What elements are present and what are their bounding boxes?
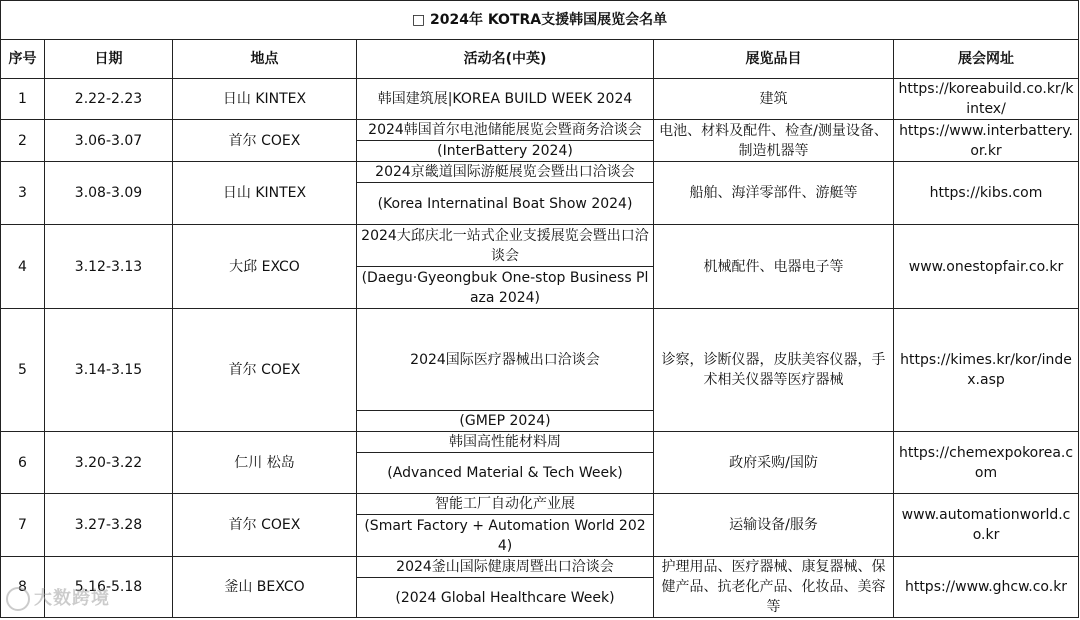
row-items: 机械配件、电器电子等	[654, 225, 894, 309]
header-items: 展览品目	[654, 40, 894, 79]
row-place: 首尔 COEX	[173, 309, 357, 432]
row-event-name-cn: 2024大邱庆北一站式企业支援展览会暨出口洽谈会	[357, 225, 654, 267]
row-event-name-en: (InterBattery 2024)	[357, 141, 654, 162]
header-row	[1, 40, 1079, 79]
table-row	[1, 162, 1079, 183]
header-url: 展会网址	[894, 40, 1079, 79]
row-items: 护理用品、医疗器械、康复器械、保健产品、抗老化产品、化妆品、美容等	[654, 557, 894, 618]
row-no: 3	[1, 162, 45, 225]
row-place: 首尔 COEX	[173, 494, 357, 557]
row-place: 日山 KINTEX	[173, 79, 357, 120]
row-no: 6	[1, 432, 45, 494]
header-event-name: 活动名(中英)	[357, 40, 654, 79]
row-date: 3.20-3.22	[45, 432, 173, 494]
row-event-name-en: (Korea Internatinal Boat Show 2024)	[357, 183, 654, 225]
table-row	[1, 557, 1079, 578]
row-no: 5	[1, 309, 45, 432]
row-date: 3.06-3.07	[45, 120, 173, 162]
row-date: 3.12-3.13	[45, 225, 173, 309]
row-event-name-cn: 2024国际医疗器械出口洽谈会	[357, 309, 654, 411]
row-event-name-cn: 2024京畿道国际游艇展览会暨出口洽谈会	[357, 162, 654, 183]
row-url[interactable]: https://koreabuild.co.kr/kintex/	[894, 79, 1079, 120]
row-url[interactable]: www.automationworld.co.kr	[894, 494, 1079, 557]
row-event-name-cn: 智能工厂自动化产业展	[357, 494, 654, 515]
row-items: 船舶、海洋零部件、游艇等	[654, 162, 894, 225]
row-date: 2.22-2.23	[45, 79, 173, 120]
row-date: 3.14-3.15	[45, 309, 173, 432]
row-date: 3.08-3.09	[45, 162, 173, 225]
table-title: □ 2024年 KOTRA支援韩国展览会名单	[1, 1, 1079, 40]
row-event-name-en: (GMEP 2024)	[357, 411, 654, 432]
row-items: 诊察，诊断仪器，皮肤美容仪器，手术相关仪器等医疗器械	[654, 309, 894, 432]
row-url[interactable]: https://www.interbattery.or.kr	[894, 120, 1079, 162]
row-url[interactable]: https://kibs.com	[894, 162, 1079, 225]
row-no: 8	[1, 557, 45, 618]
row-items: 运输设备/服务	[654, 494, 894, 557]
row-no: 1	[1, 79, 45, 120]
row-place: 日山 KINTEX	[173, 162, 357, 225]
row-event-name-en: (2024 Global Healthcare Week)	[357, 578, 654, 618]
row-event-name-cn: 2024釜山国际健康周暨出口洽谈会	[357, 557, 654, 578]
row-no: 7	[1, 494, 45, 557]
row-date: 3.27-3.28	[45, 494, 173, 557]
header-no: 序号	[1, 40, 45, 79]
header-date: 日期	[45, 40, 173, 79]
table-row	[1, 309, 1079, 411]
row-event-name-cn: 韩国高性能材料周	[357, 432, 654, 453]
row-place: 釜山 BEXCO	[173, 557, 357, 618]
row-place: 首尔 COEX	[173, 120, 357, 162]
row-no: 2	[1, 120, 45, 162]
table-row	[1, 120, 1079, 141]
row-url[interactable]: https://chemexpokorea.com	[894, 432, 1079, 494]
row-event-name-en: (Smart Factory + Automation World 2024)	[357, 515, 654, 557]
row-place: 大邱 EXCO	[173, 225, 357, 309]
row-items: 电池、材料及配件、检查/测量设备、制造机器等	[654, 120, 894, 162]
row-event-name-en: (Advanced Material & Tech Week)	[357, 453, 654, 494]
header-place: 地点	[173, 40, 357, 79]
row-url[interactable]: https://www.ghcw.co.kr	[894, 557, 1079, 618]
table-row	[1, 225, 1079, 267]
row-event-name-cn: 2024韩国首尔电池储能展览会暨商务洽谈会	[357, 120, 654, 141]
row-place: 仁川 松岛	[173, 432, 357, 494]
row-items: 建筑	[654, 79, 894, 120]
table-row	[1, 494, 1079, 515]
row-no: 4	[1, 225, 45, 309]
row-url[interactable]: https://kimes.kr/kor/index.asp	[894, 309, 1079, 432]
row-date: 5.16-5.18	[45, 557, 173, 618]
row-url[interactable]: www.onestopfair.co.kr	[894, 225, 1079, 309]
row-event-name: 韩国建筑展|KOREA BUILD WEEK 2024	[357, 79, 654, 120]
row-event-name-en: (Daegu·Gyeongbuk One-stop Business Plaza 2024)	[357, 267, 654, 309]
table-row	[1, 432, 1079, 453]
row-items: 政府采购/国防	[654, 432, 894, 494]
table-row	[1, 79, 1079, 120]
watermark-text: 大数跨境	[34, 588, 110, 609]
